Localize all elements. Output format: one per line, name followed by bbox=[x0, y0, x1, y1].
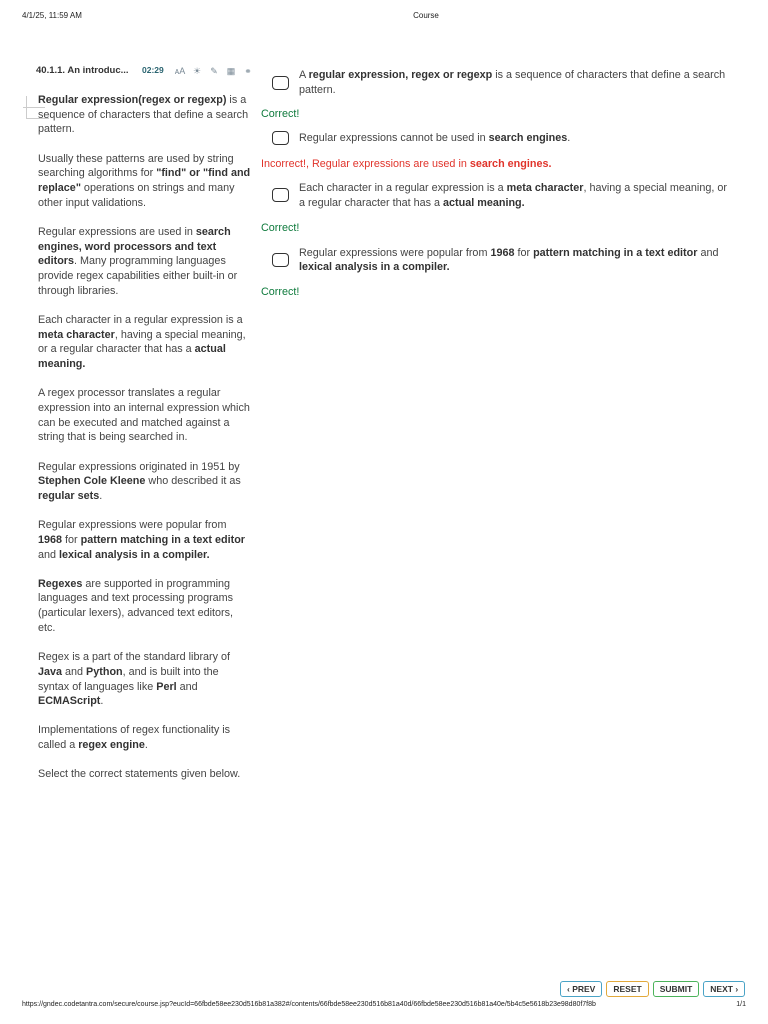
chevron-right-icon: › bbox=[732, 984, 739, 994]
paragraph: Regexes are supported in programming languages and text processing programs (particular lexers), advanced text editors, etc. bbox=[38, 577, 234, 634]
paragraph: Regular expressions were popular from 1968 for pattern matching in a text editor and lexical analysis in a compiler. bbox=[38, 519, 246, 561]
lesson-content-panel bbox=[36, 63, 251, 797]
feedback-correct: Correct! bbox=[261, 108, 300, 121]
nav-buttons bbox=[560, 981, 745, 997]
paragraph: Usually these patterns are used by string searching algorithms for "find" or "find and replace" operations on strings and many other input validations. bbox=[38, 152, 251, 209]
print-header bbox=[0, 11, 768, 23]
paragraph: Regular expressions originated in 1951 by Stephen Cole Kleene who described it as regular sets. bbox=[38, 460, 241, 502]
option-checkbox[interactable] bbox=[272, 76, 289, 90]
feedback-incorrect: Incorrect!, Regular expressions are used in search engines. bbox=[261, 158, 552, 171]
lesson-timer: 02:29 bbox=[142, 65, 164, 75]
print-title: Course bbox=[413, 11, 439, 20]
paragraph: A regex processor translates a regular expression into an internal expression which can be executed and matched against a string that is being searched in. bbox=[38, 387, 250, 444]
feedback-correct: Correct! bbox=[261, 221, 300, 234]
reset-button[interactable]: RESET bbox=[606, 981, 648, 997]
lesson-title[interactable]: 40.1.1. An introduc... bbox=[36, 65, 129, 76]
print-page-number: 1/1 bbox=[736, 1001, 746, 1008]
lesson-topbar bbox=[36, 63, 251, 79]
submit-button[interactable]: SUBMIT bbox=[653, 981, 700, 997]
prev-button[interactable]: ‹ PREV bbox=[560, 981, 602, 997]
print-date: 4/1/25, 11:59 AM bbox=[22, 11, 82, 20]
calculator-icon[interactable]: ▦ bbox=[226, 66, 236, 76]
paragraph: Regular expression(regex or regexp) is a sequence of characters that define a search pattern. bbox=[38, 94, 249, 136]
feedback-correct: Correct! bbox=[261, 285, 300, 298]
question-panel bbox=[261, 63, 731, 299]
option-checkbox[interactable] bbox=[272, 253, 289, 267]
option-2[interactable]: Regular expressions cannot be used in search engines. bbox=[261, 131, 731, 146]
question-prompt: Select the correct statements given below. bbox=[38, 768, 241, 781]
edit-icon[interactable]: ✎ bbox=[210, 66, 218, 76]
paragraph: Regular expressions are used in search engines, word processors and text editors. Many programming languages provide regex capabilities either built-in or through libraries. bbox=[38, 225, 238, 297]
lesson-text bbox=[36, 93, 251, 782]
next-button[interactable]: NEXT › bbox=[703, 981, 745, 997]
brightness-icon[interactable]: ☀ bbox=[192, 66, 202, 76]
option-1[interactable]: A regular expression, regex or regexp is a sequence of characters that define a search pattern. bbox=[261, 68, 731, 97]
paragraph: Regex is a part of the standard library of Java and Python, and is built into the syntax of languages like Perl and ECMAScript. bbox=[38, 651, 231, 708]
option-3[interactable]: Each character in a regular expression is a meta character, having a special meaning, or a regular character that has a actual meaning. bbox=[261, 181, 731, 210]
option-4[interactable]: Regular expressions were popular from 1968 for pattern matching in a text editor and lexical analysis in a compiler. bbox=[261, 246, 731, 275]
tool-icons bbox=[174, 65, 254, 77]
print-url: https://gndec.codetantra.com/secure/course.jsp?eucId=66fbde58ee230d516b81a382#/contents/66fbde58ee230d516b81a40d/66fbde58ee230d516b81a40e/5b4c5e5618b23e98d80f7f8b bbox=[22, 1001, 596, 1008]
chevron-left-icon: ‹ bbox=[567, 984, 573, 994]
paragraph: Implementations of regex functionality is called a regex engine. bbox=[38, 724, 231, 752]
font-size-icon[interactable]: ᴀA bbox=[174, 66, 186, 76]
option-checkbox[interactable] bbox=[272, 131, 289, 145]
option-checkbox[interactable] bbox=[272, 188, 289, 202]
link-icon[interactable]: ⚭ bbox=[244, 66, 252, 76]
paragraph: Each character in a regular expression is a meta character, having a special meaning, or a regular character that has a actual meaning. bbox=[38, 313, 246, 371]
